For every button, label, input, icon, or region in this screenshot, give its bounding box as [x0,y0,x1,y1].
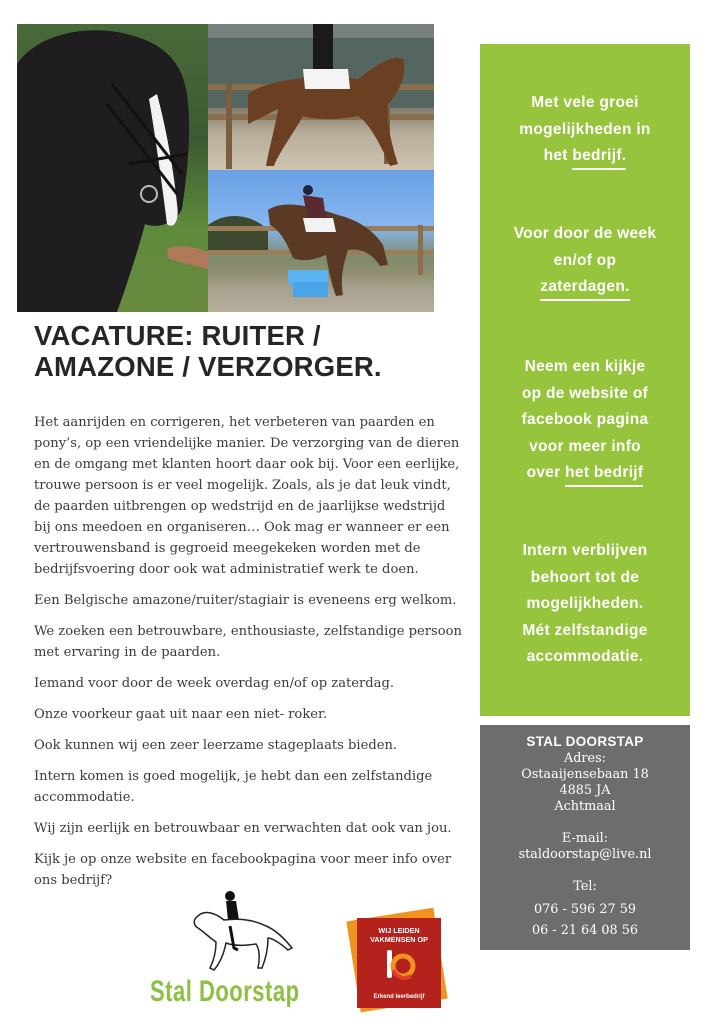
rider-on-horse-icon [184,888,304,974]
address-city: Achtmaal [554,799,616,814]
rider-trotting-photo [208,24,434,170]
phone-mobile[interactable]: 06 - 21 64 08 56 [531,923,639,938]
highlight-intern-living: Intern verblijven behoort tot de mogelijkheden. Mét zelfstandige accommodatie. [522,542,648,665]
paragraph-internship: Ook kunnen wij een zeer leerzame stageplaats bieden. [34,738,398,753]
title-line-1: VACATURE: RUITER / [34,320,321,351]
job-description [34,412,464,901]
highlight-growth: Met vele groei mogelijkheden in het bedrijf. [480,90,690,170]
highlight-website: Neem een kijkje op de website of facebook pagina voor meer info over het bedrijf [480,354,690,487]
rider-jumping-photo [208,170,434,312]
paragraph-non-smoker: Onze voorkeur gaat uit naar een niet- roker. [34,707,327,722]
horse-portrait-photo [17,24,208,312]
paragraph-profile: We zoeken een betrouwbare, enthousiaste, zelfstandige persoon met ervaring in de paarden. [34,624,462,660]
email-address[interactable]: staldoorstap@live.nl [518,847,652,862]
paragraph-website: Kijk je op onze website en facebookpagina voor meer info over ons bedrijf? [34,852,452,888]
stal-doorstap-logo [146,888,316,1018]
stal-doorstap-wordmark: Stal Doorstap [150,974,300,1008]
paragraph-belgian: Een Belgische amazone/ruiter/stagiair is eveneens erg welkom. [34,593,457,608]
paragraph-honesty: Wij zijn eerlijk en betrouwbaar en verwachten dat ook van jou. [34,821,452,836]
highlight-schedule: Voor door de week en/of op zaterdagen. [480,221,690,301]
paragraph-availability: Iemand voor door de week overdag en/of op zaterdag. [34,676,395,691]
paragraph-accommodation: Intern komen is goed mogelijk, je hebt dan een zelfstandige accommodatie. [34,769,433,805]
phone-landline[interactable]: 076 - 596 27 59 [533,902,636,917]
sbb-erkend-leerbedrijf-badge [347,908,447,1016]
highlights-panel [480,44,690,716]
email-label: E-mail: [561,831,609,846]
address-postcode: 4885 JA [559,783,611,798]
tel-label: Tel: [573,879,597,894]
contact-panel [480,725,690,950]
company-name: STAL DOORSTAP [526,734,644,749]
title-line-2: AMAZONE / VERZORGER. [34,351,382,382]
photo-collage [17,24,434,312]
address-street: Ostaaijensebaan 18 [521,767,649,782]
badge-red-square: WIJ LEIDEN VAKMENSEN OP Erkend leerbedrijf [357,918,441,1008]
page-title [34,320,464,382]
paragraph-intro: Het aanrijden en corrigeren, het verbeteren van paarden en pony’s, op een vriendelijke manier. De verzorging van de dieren en de omgang met klanten hoort daar ook bij. Voor een eerlijke, trouwe persoon is er veel mogelijk. Zoals, als je dat leuk vindt, de paarden uitbrengen op wedstrijd en de jaarlijkse wedstrijd bij ons meedoen en organiseren… Ook mag er wanneer er een vertrouwensband is gegroeid meegekeken worden met de bedrijfsvoering door ook wat administratief werk te doen. [34,415,460,577]
address-label: Adres: [563,751,606,766]
sbb-logo-icon [379,948,419,982]
